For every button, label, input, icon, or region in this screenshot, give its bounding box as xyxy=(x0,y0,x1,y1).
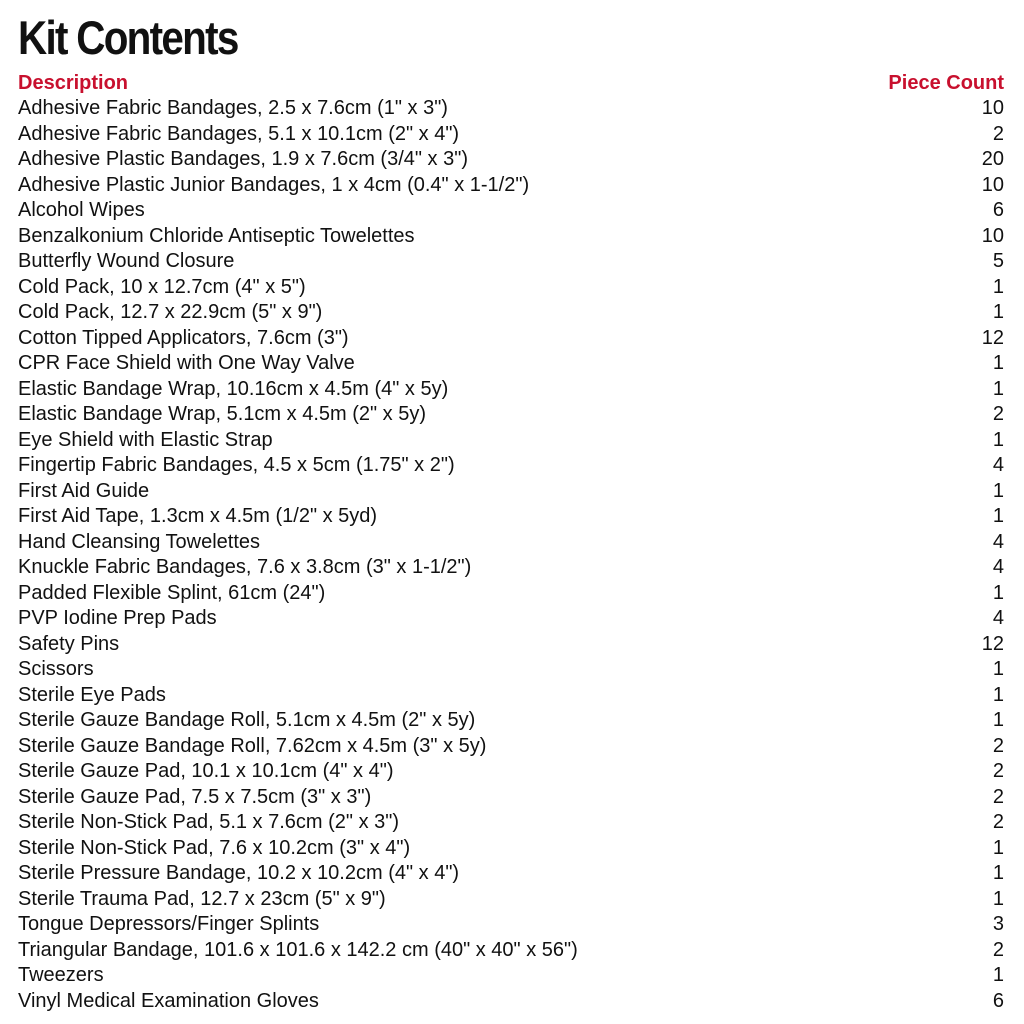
table-row xyxy=(18,912,1004,938)
item-piece-count: 1 xyxy=(992,377,1004,400)
item-description: Alcohol Wipes xyxy=(18,199,145,221)
table-row xyxy=(18,938,1004,964)
table-row xyxy=(18,963,1004,989)
item-piece-count: 1 xyxy=(992,581,1004,604)
contents-list xyxy=(18,96,1004,1014)
table-row xyxy=(18,377,1004,403)
item-piece-count: 1 xyxy=(992,887,1004,910)
item-piece-count: 2 xyxy=(992,734,1004,757)
item-description: Sterile Gauze Pad, 10.1 x 10.1cm (4" x 4") xyxy=(18,760,394,782)
table-row xyxy=(18,708,1004,734)
item-piece-count: 1 xyxy=(992,352,1004,374)
table-row xyxy=(18,351,1004,377)
table-row xyxy=(18,734,1004,760)
table-row xyxy=(18,632,1004,658)
item-description: Sterile Non-Stick Pad, 7.6 x 10.2cm (3" x 4") xyxy=(18,836,411,859)
item-piece-count: 6 xyxy=(992,989,1004,1012)
item-piece-count: 2 xyxy=(992,785,1004,808)
item-piece-count: 5 xyxy=(992,250,1004,272)
table-row xyxy=(18,504,1004,530)
table-row xyxy=(18,887,1004,913)
item-piece-count: 20 xyxy=(981,148,1004,170)
item-piece-count: 2 xyxy=(992,122,1004,145)
item-piece-count: 2 xyxy=(992,938,1004,961)
item-description: Adhesive Plastic Bandages, 1.9 x 7.6cm (3/4" x 3") xyxy=(18,148,468,170)
item-description: Triangular Bandage, 101.6 x 101.6 x 142.2 cm (40" x 40" x 56") xyxy=(18,938,578,961)
item-piece-count: 3 xyxy=(992,913,1004,935)
item-description: Adhesive Fabric Bandages, 2.5 x 7.6cm (1" x 3") xyxy=(18,97,448,119)
table-row xyxy=(18,122,1004,148)
item-piece-count: 2 xyxy=(992,811,1004,833)
table-row xyxy=(18,198,1004,224)
item-description: Adhesive Plastic Junior Bandages, 1 x 4cm (0.4" x 1-1/2") xyxy=(18,173,530,196)
item-piece-count: 1 xyxy=(992,479,1004,502)
item-description: Knuckle Fabric Bandages, 7.6 x 3.8cm (3" x 1-1/2") xyxy=(18,556,472,578)
item-description: Sterile Gauze Bandage Roll, 5.1cm x 4.5m (2" x 5y) xyxy=(18,709,476,731)
item-description: First Aid Tape, 1.3cm x 4.5m (1/2" x 5yd) xyxy=(18,505,378,527)
item-piece-count: 1 xyxy=(992,428,1004,451)
table-header xyxy=(18,71,1004,96)
item-piece-count: 10 xyxy=(981,173,1004,196)
item-piece-count: 4 xyxy=(992,556,1004,578)
item-piece-count: 1 xyxy=(992,683,1004,706)
item-piece-count: 4 xyxy=(992,530,1004,553)
table-row xyxy=(18,173,1004,199)
table-row xyxy=(18,326,1004,352)
item-description: Butterfly Wound Closure xyxy=(18,250,235,272)
table-row xyxy=(18,555,1004,581)
item-description: Eye Shield with Elastic Strap xyxy=(18,428,273,451)
table-row xyxy=(18,530,1004,556)
table-row xyxy=(18,300,1004,326)
item-description: Sterile Non-Stick Pad, 5.1 x 7.6cm (2" x 3") xyxy=(18,811,400,833)
item-piece-count: 1 xyxy=(992,862,1004,884)
table-row xyxy=(18,224,1004,250)
item-piece-count: 2 xyxy=(992,403,1004,425)
item-piece-count: 10 xyxy=(981,224,1004,247)
table-row xyxy=(18,581,1004,607)
table-row xyxy=(18,683,1004,709)
table-row xyxy=(18,989,1004,1015)
table-row xyxy=(18,759,1004,785)
item-description: Tweezers xyxy=(18,964,104,986)
table-row xyxy=(18,810,1004,836)
item-description: Adhesive Fabric Bandages, 5.1 x 10.1cm (2" x 4") xyxy=(18,122,460,145)
table-row xyxy=(18,428,1004,454)
item-description: Cold Pack, 10 x 12.7cm (4" x 5") xyxy=(18,275,306,298)
item-description: Safety Pins xyxy=(18,632,120,655)
item-description: Elastic Bandage Wrap, 10.16cm x 4.5m (4" x 5y) xyxy=(18,377,449,400)
item-piece-count: 12 xyxy=(981,326,1004,349)
item-piece-count: 1 xyxy=(992,709,1004,731)
item-description: Sterile Gauze Pad, 7.5 x 7.5cm (3" x 3") xyxy=(18,785,372,808)
item-description: Sterile Eye Pads xyxy=(18,683,166,706)
item-piece-count: 1 xyxy=(992,505,1004,527)
table-row xyxy=(18,402,1004,428)
description-column-header: Description xyxy=(18,72,129,94)
item-description: Benzalkonium Chloride Antiseptic Towelettes xyxy=(18,224,415,247)
item-description: PVP Iodine Prep Pads xyxy=(18,607,217,629)
item-description: Sterile Trauma Pad, 12.7 x 23cm (5" x 9") xyxy=(18,887,386,910)
item-description: Scissors xyxy=(18,658,94,680)
item-piece-count: 2 xyxy=(992,760,1004,782)
item-description: Vinyl Medical Examination Gloves xyxy=(18,989,319,1012)
table-row xyxy=(18,606,1004,632)
item-description: Padded Flexible Splint, 61cm (24") xyxy=(18,581,326,604)
item-piece-count: 1 xyxy=(992,301,1004,323)
item-description: Cold Pack, 12.7 x 22.9cm (5" x 9") xyxy=(18,301,323,323)
item-piece-count: 1 xyxy=(992,964,1004,986)
item-piece-count: 1 xyxy=(992,275,1004,298)
table-row xyxy=(18,836,1004,862)
page-title: Kit Contents xyxy=(18,11,238,64)
item-piece-count: 4 xyxy=(992,454,1004,476)
item-description: Sterile Gauze Bandage Roll, 7.62cm x 4.5m (3" x 5y) xyxy=(18,734,487,757)
table-row xyxy=(18,96,1004,122)
item-piece-count: 10 xyxy=(981,97,1004,119)
item-description: Hand Cleansing Towelettes xyxy=(18,530,261,553)
item-piece-count: 12 xyxy=(981,632,1004,655)
item-piece-count: 6 xyxy=(992,199,1004,221)
table-row xyxy=(18,147,1004,173)
item-description: CPR Face Shield with One Way Valve xyxy=(18,352,355,374)
item-description: Tongue Depressors/Finger Splints xyxy=(18,913,320,935)
table-row xyxy=(18,785,1004,811)
piece-count-column-header: Piece Count xyxy=(888,72,1004,94)
table-row xyxy=(18,453,1004,479)
item-piece-count: 1 xyxy=(992,836,1004,859)
item-description: Elastic Bandage Wrap, 5.1cm x 4.5m (2" x 5y) xyxy=(18,403,427,425)
table-row xyxy=(18,657,1004,683)
table-row xyxy=(18,249,1004,275)
item-description: Cotton Tipped Applicators, 7.6cm (3") xyxy=(18,326,349,349)
table-row xyxy=(18,275,1004,301)
table-row xyxy=(18,861,1004,887)
item-piece-count: 1 xyxy=(992,658,1004,680)
table-row xyxy=(18,479,1004,505)
item-piece-count: 4 xyxy=(992,607,1004,629)
item-description: Fingertip Fabric Bandages, 4.5 x 5cm (1.75" x 2") xyxy=(18,454,455,476)
item-description: First Aid Guide xyxy=(18,479,150,502)
item-description: Sterile Pressure Bandage, 10.2 x 10.2cm (4" x 4") xyxy=(18,862,460,884)
